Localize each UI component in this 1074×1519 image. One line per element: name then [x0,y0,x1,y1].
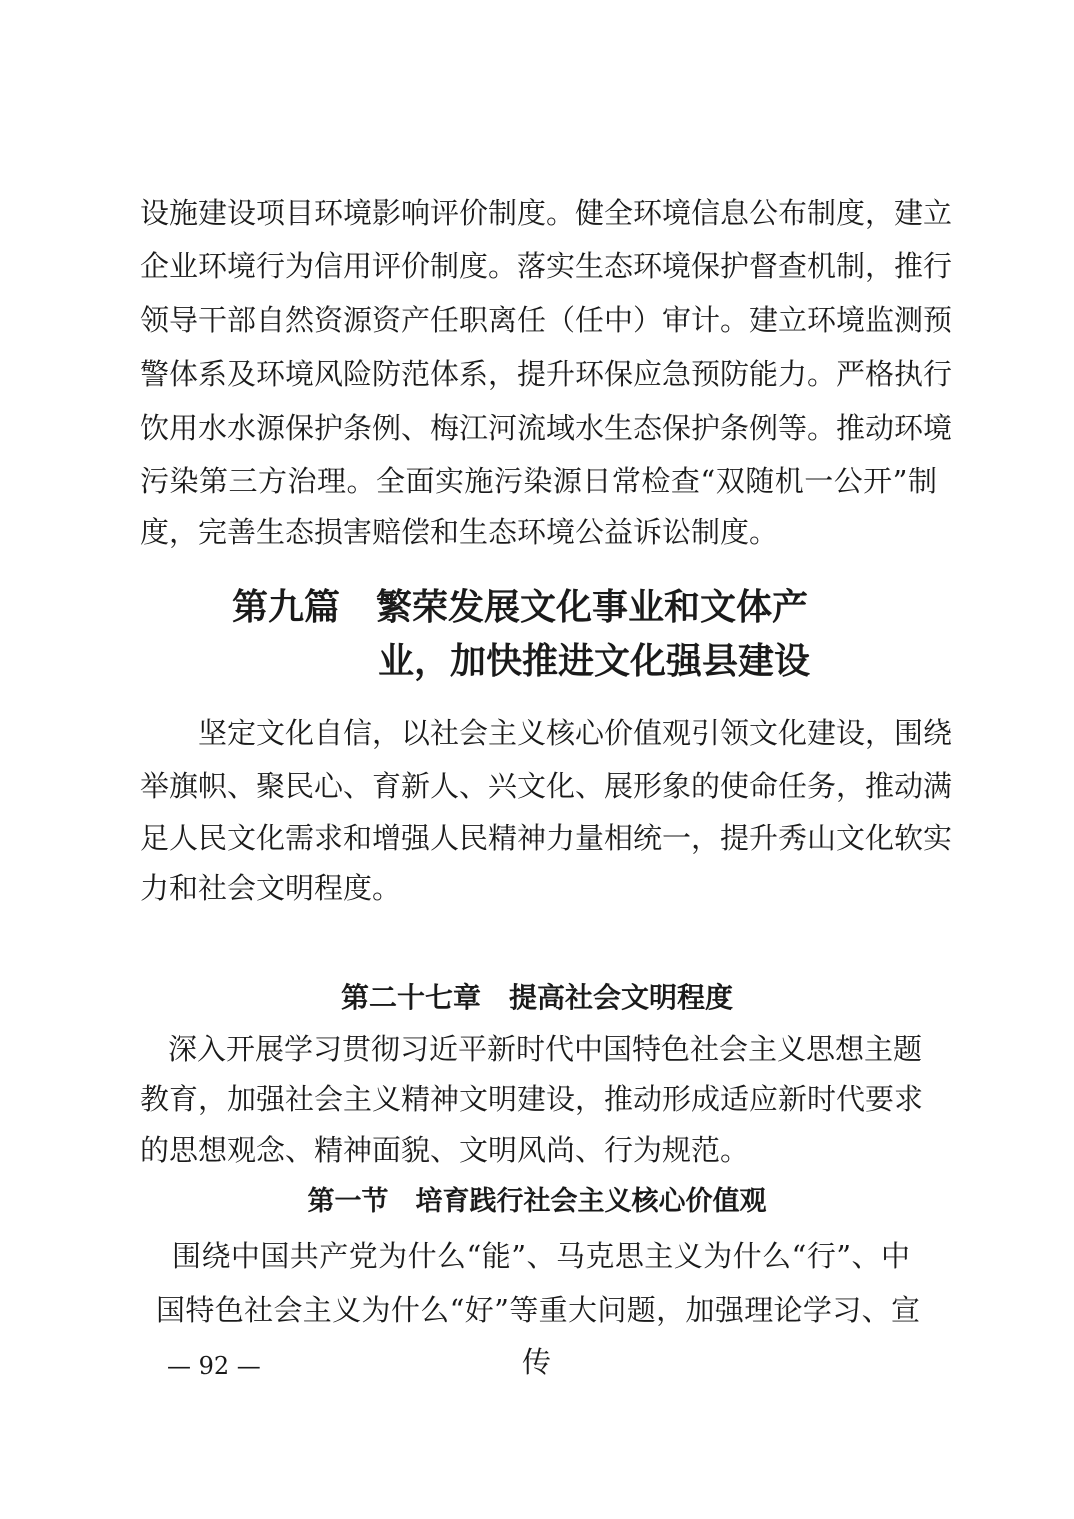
text-line: 设施建设项目环境影响评价制度。健全环境信息公布制度，建立 [140,196,953,230]
text-line: 警体系及环境风险防范体系，提升环保应急预防能力。严格执行 [140,357,953,391]
text-line: 坚定文化自信，以社会主义核心价值观引领文化建设，围绕 [198,716,953,750]
part-title-line-1: 第九篇 繁荣发展文化事业和文体产 [232,587,809,628]
text-line: 足人民文化需求和增强人民精神力量相统一，提升秀山文化软实 [140,821,953,855]
text-line: 企业环境行为信用评价制度。落实生态环境保护督查机制，推行 [140,249,953,283]
section-title: 第一节 培育践行社会主义核心价值观 [307,1186,767,1217]
text-line: 教育，加强社会主义精神文明建设，推动形成适应新时代要求 [140,1082,924,1116]
text-line: 举旗帜、聚民心、育新人、兴文化、展形象的使命任务，推动满 [140,769,953,803]
text-line: 围绕中国共产党为什么“能”、马克思主义为什么“行”、中 [172,1239,910,1273]
text-line: 饮用水水源保护条例、梅江河流域水生态保护条例等。推动环境 [140,411,953,445]
text-line: 的思想观念、精神面貌、文明风尚、行为规范。 [140,1133,750,1167]
text-line: 污染第三方治理。全面实施污染源日常检查“双随机一公开”制 [140,464,937,498]
text-line: 国特色社会主义为什么“好”等重大问题，加强理论学习、宣 [156,1293,920,1327]
text-line: 力和社会文明程度。 [140,871,402,905]
chapter-title: 第二十七章 提高社会文明程度 [340,981,733,1014]
text-line: 领导干部自然资源资产任职离任（任中）审计。建立环境监测预 [140,303,953,337]
text-line: 度，完善生态损害赔偿和生态环境公益诉讼制度。 [140,515,779,549]
part-title-line-2: 业，加快推进文化强县建设 [378,641,811,682]
page-number: — 92 — [167,1352,261,1380]
text-line: 传 [522,1345,552,1379]
text-line: 深入开展学习贯彻习近平新时代中国特色社会主义思想主题 [168,1032,923,1066]
